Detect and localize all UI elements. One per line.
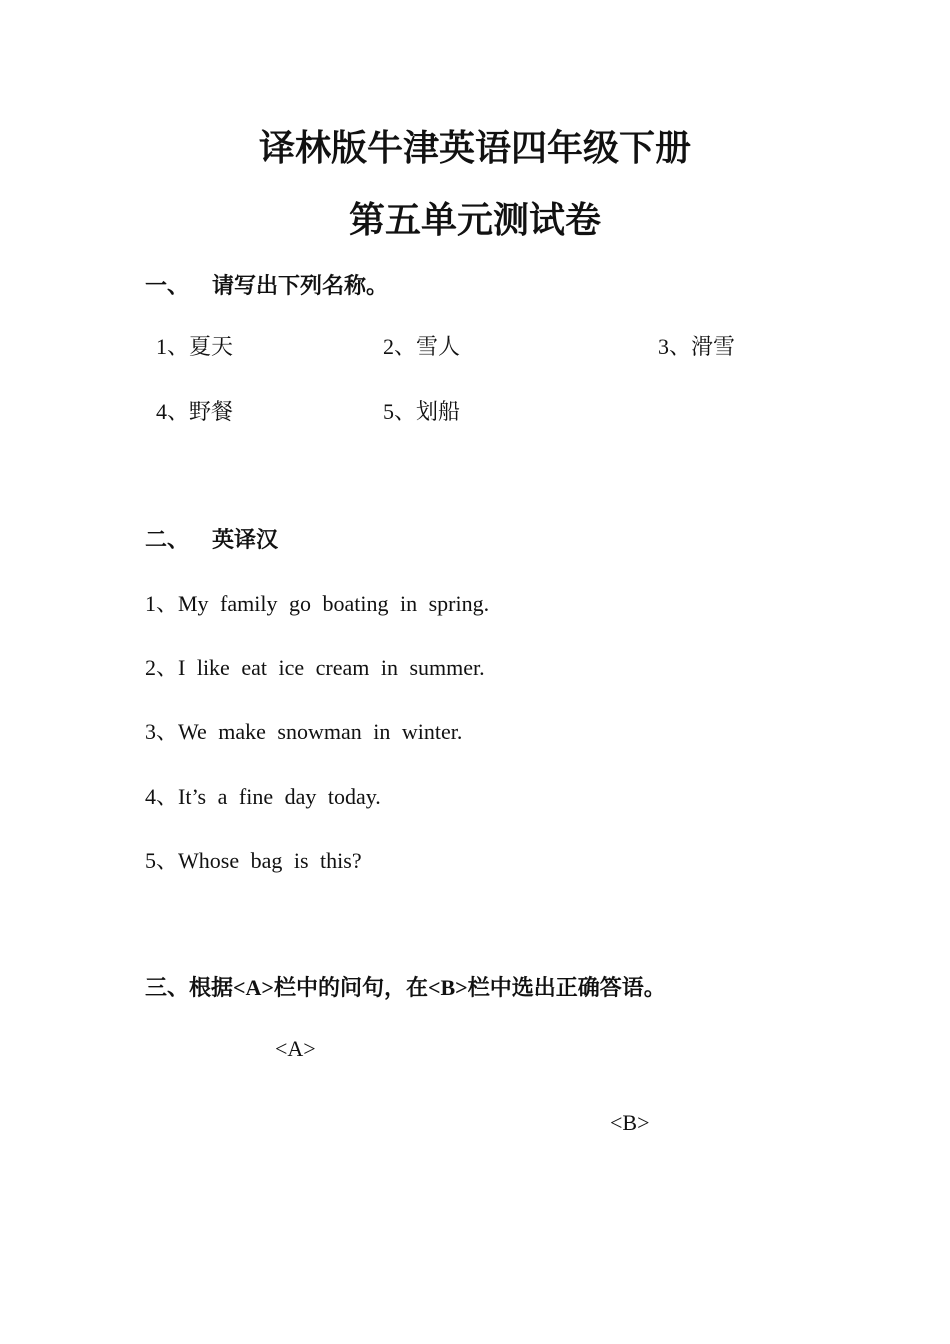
section2-item-4: 4、It’s a fine day today. [145,784,381,809]
section2-item-2: 2、I like eat ice cream in summer. [145,655,485,680]
column-a-label: <A> [275,1036,316,1061]
section1-item-4: 4、野餐 [156,399,234,424]
section1-item-2: 2、雪人 [383,334,461,359]
section2-item-1: 1、My family go boating in spring. [145,591,490,616]
section3-heading: 三、根据<A>栏中的问句，在<B>栏中选出正确答语。 [145,975,666,1000]
section2-item-3: 3、We make snowman in winter. [145,719,463,744]
section1-heading: 请写出下列名称。 [212,273,389,298]
section1-item-3: 3、滑雪 [658,334,736,359]
section2-heading: 英译汉 [212,527,279,552]
section1-item-5: 5、划船 [383,399,461,424]
section1-item-1: 1、夏天 [156,334,234,359]
section2-number: 二、 [145,527,190,552]
section2-item-5: 5、Whose bag is this? [145,848,362,873]
doc-subtitle: 第五单元测试卷 [348,200,601,240]
column-b-label: <B> [610,1110,650,1135]
section1-number: 一、 [145,273,190,298]
doc-title: 译林版牛津英语四年级下册 [258,128,691,168]
